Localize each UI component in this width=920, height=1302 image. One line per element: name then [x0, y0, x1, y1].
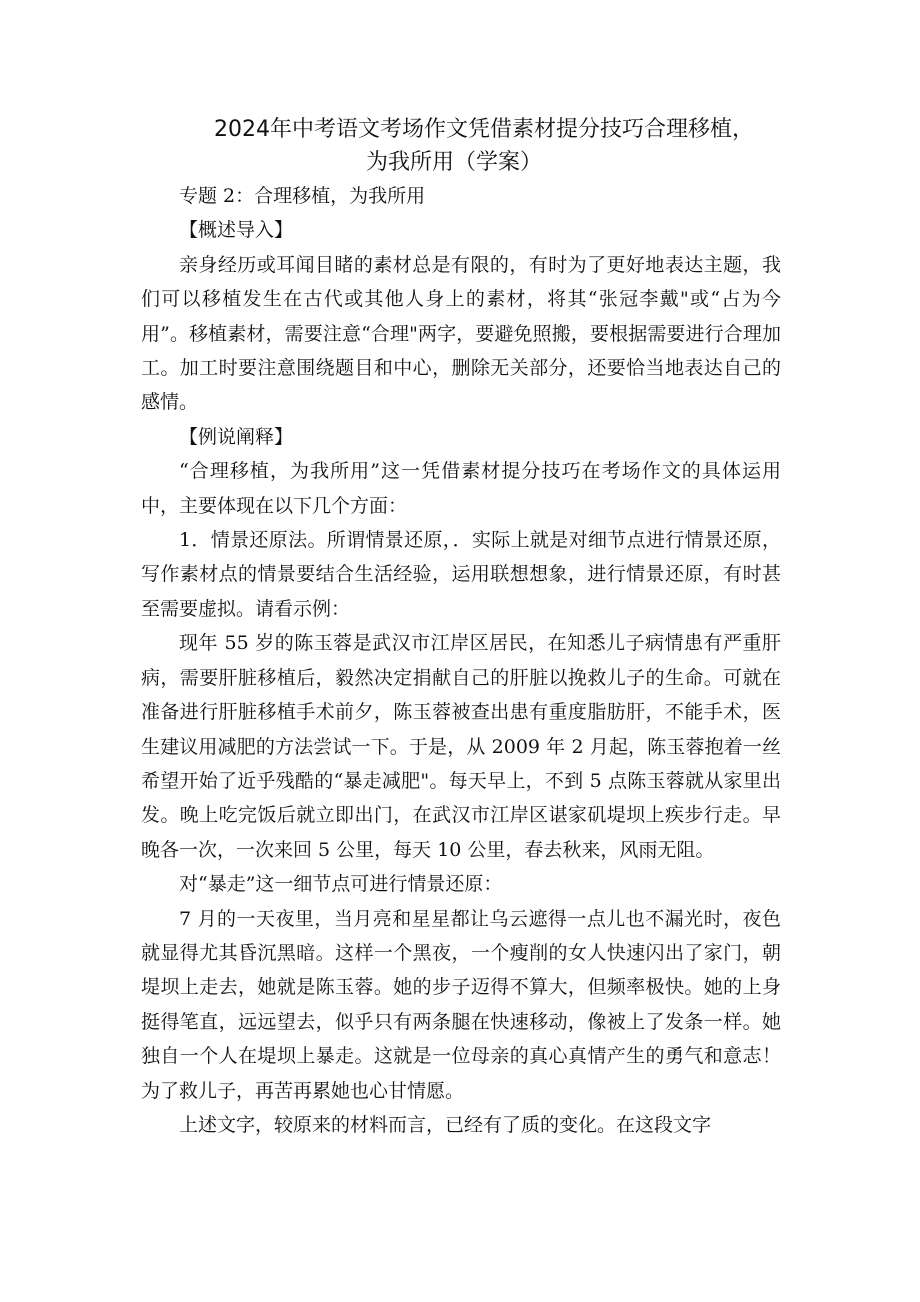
title-line-1: 2024年中考语文考场作文凭借素材提分技巧合理移植，: [214, 117, 754, 142]
document-title: [141, 113, 781, 179]
document-body: [141, 113, 781, 1142]
intro-paragraph: “合理移植，为我所用”这一凭借素材提分技巧在考场作文的具体运用中，主要体现在以下几个方面：: [141, 460, 781, 517]
method-1-paragraph: 1．情景还原法。所谓情景还原，．实际上就是对细节点进行情景还原，写作素材点的情景要结合生活经验，运用联想想象，进行情景还原，有时甚至需要虚拟。请看示例：: [141, 529, 781, 620]
restore-intro-paragraph: 对“暴走”这一细节点可进行情景还原：: [179, 873, 503, 896]
restored-scene-paragraph: 7 月的一天夜里，当月亮和星星都让乌云遮得一点儿也不漏光时，夜色就显得尤其昏沉黑暗。这样一个黑夜，一个瘦削的女人快速闪出了家门，朝堤坝上走去，她就是陈玉蓉。她的步子迈得不算大，但频率极快。她的上身挺得笔直，远远望去，似乎只有两条腿在快速移动，像被上了发条一样。她独自一个人在堤坝上暴走。这就是一位母亲的真心真情产生的勇气和意志！为了救儿子，再苦再累她也心甘情愿。: [141, 907, 781, 1102]
example-paragraph: 现年 55 岁的陈玉蓉是武汉市江岸区居民，在知悉儿子病情患有严重肝病，需要肝脏移植后，毅然决定捐献自己的肝脏以挽救儿子的生命。可就在准备进行肝脏移植手术前夕，陈玉蓉被查出患有重度脂肪肝，不能手术，医生建议用减肥的方法尝试一下。于是，从 2009 年 2 月起，陈玉蓉抱着一丝希望开始了近乎残酷的“暴走减肥"。每天早上，不到 5 点陈玉蓉就从家里出发。晚上吃完饭后就立即出门，在武汉市江岸区谌家矶堤坝上疾步行走。早晚各一次，一次来回 5 公里，每天 10 公里，春去秋来，风雨无阻。: [141, 632, 781, 861]
section-heading-overview: 【概述导入】: [179, 219, 294, 242]
overview-paragraph: 亲身经历或耳闻目睹的素材总是有限的，有时为了更好地表达主题，我们可以移植发生在古代或其他人身上的素材，将其“张冠李戴"或“占为今用”。移植素材，需要注意“合理"两字，要避免照搬，要根据需要进行合理加工。加工时要注意围绕题目和中心，删除无关部分，还要恰当地表达自己的感情。: [141, 253, 781, 414]
topic-heading: 专题 2：合理移植，为我所用: [179, 185, 426, 207]
section-heading-examples: 【例说阐释】: [179, 425, 294, 448]
title-line-2: 为我所用（学案）: [365, 150, 542, 175]
closing-paragraph: 上述文字，较原来的材料而言，已经有了质的变化。在这段文字: [179, 1113, 712, 1136]
